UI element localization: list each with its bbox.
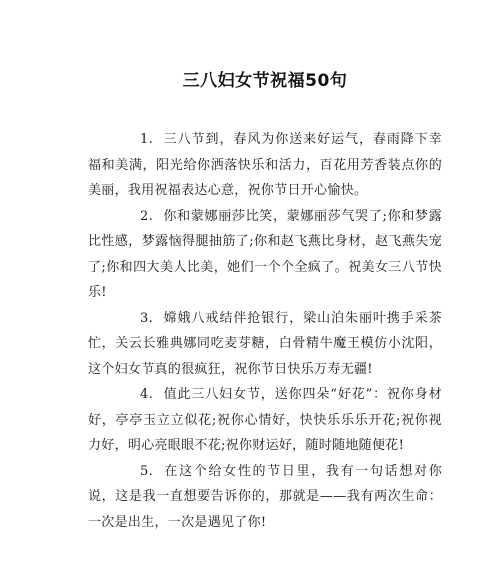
list-item <box>88 127 442 204</box>
item-number: 1. <box>140 132 154 147</box>
list-item <box>88 459 442 536</box>
list-item <box>88 204 442 306</box>
item-number: 3. <box>140 310 154 326</box>
list-item <box>88 382 442 459</box>
item-text: 值此三八妇女节，送你四朵“好花”：祝你身材好，亭亭玉立立似花;祝你心情好，快快乐乐乐开花;祝你视力好，明心亮眼眼不花;祝你财运好，随时随地随便花! <box>88 387 442 453</box>
item-text: 嫦娥八戒结伴抢银行，梁山泊朱丽叶携手采茶忙，关云长雅典娜同吃麦芽糖，白骨精牛魔王模仿小沈阳，这个妇女节真的很疯狂，祝你节日快乐万寿无疆! <box>88 310 442 377</box>
item-number: 4. <box>140 387 154 402</box>
item-number: 5. <box>140 463 154 479</box>
item-text: 三八节到，春风为你送来好运气，春雨降下幸福和美满，阳光给你洒落快乐和活力，百花用芳香装点你的美丽，我用祝福表达心意，祝你节日开心愉快。 <box>88 132 442 198</box>
item-number: 2. <box>140 208 154 224</box>
document-title: 三八妇女节祝福50句 <box>182 71 348 91</box>
item-text: 在这个给女性的节日里，我有一句话想对你说，这是我一直想要告诉你的，那就是——我有两次生命：一次是出生，一次是遇见了你! <box>88 463 442 530</box>
item-text: 你和蒙娜丽莎比笑，蒙娜丽莎气哭了;你和梦露比性感，梦露恼得腿抽筋了;你和赵飞燕比身材，赵飞燕失宠了;你和四大美人比美，她们一个个全疯了。祝美女三八节快乐! <box>88 208 442 300</box>
blessing-list <box>88 127 442 535</box>
list-item <box>88 306 442 383</box>
